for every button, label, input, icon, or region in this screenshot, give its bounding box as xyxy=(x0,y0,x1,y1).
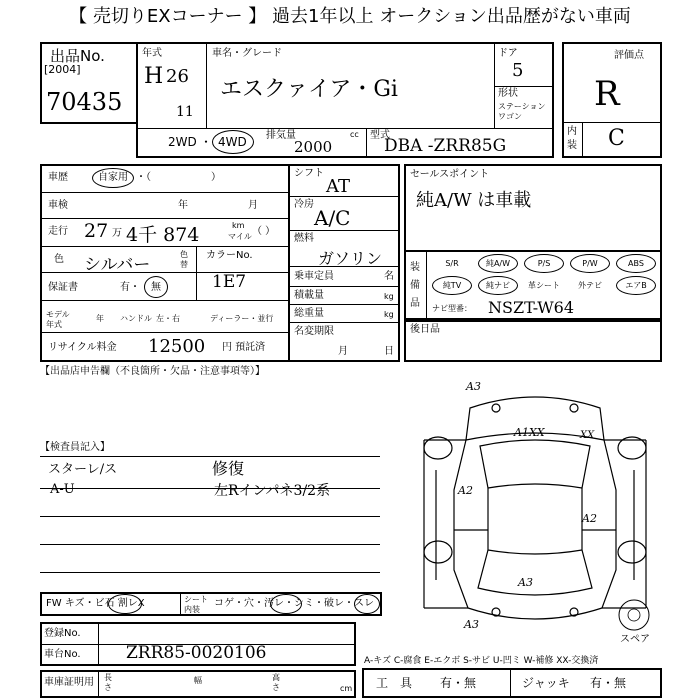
shape-label: 形状 xyxy=(498,88,518,99)
doors-label: ドア xyxy=(498,48,518,59)
inspector-heading: 【検査員記入】 xyxy=(40,442,110,453)
model-label: 型式 xyxy=(370,130,390,141)
dim-width: 幅 xyxy=(194,676,202,685)
mileage-unit-mile: マイル xyxy=(228,232,252,241)
rear-item-box xyxy=(404,320,662,362)
history-value: 自家用 xyxy=(98,172,128,183)
shaken-year: 年 xyxy=(178,200,188,211)
warranty-yes: 有・ xyxy=(120,282,140,293)
name-label: 車名・グレード xyxy=(212,48,282,59)
ac-value: A/C xyxy=(314,206,351,230)
shaken-label: 車検 xyxy=(48,200,68,211)
nav-label: ナビ型番： xyxy=(432,304,472,313)
dim-unit: cm xyxy=(340,684,353,693)
equipment-item: 外テビ xyxy=(578,281,602,290)
score-value: R xyxy=(594,74,620,114)
interior-label-2: 装 xyxy=(567,140,577,151)
equipment-item: 革シート xyxy=(528,281,560,290)
mark-front-a3: A3 xyxy=(466,380,481,393)
mark-hood-a1xx: A1XX xyxy=(514,426,545,439)
equip-label-1: 装 xyxy=(410,262,420,273)
equipment-item: 純ナビ xyxy=(478,276,518,295)
shape-value: ステーション ワゴン xyxy=(498,102,546,121)
notice-heading: 【出品店申告欄（不良箇所・欠品・注意事項等）】 xyxy=(40,366,265,377)
cert-label: 車庫証明用 xyxy=(44,677,94,688)
mileage-man: 27 xyxy=(84,220,109,242)
chassis-number: ZRR85-0020106 xyxy=(126,643,267,663)
capacity-label: 乗車定員 xyxy=(294,271,334,282)
jack-value: 有・無 xyxy=(590,676,627,690)
score-label: 評価点 xyxy=(614,50,644,61)
equipment-item: P/S xyxy=(524,254,564,273)
inspector-note-1: スターレ/ス xyxy=(48,462,118,477)
mileage-paren: （ ） xyxy=(252,226,276,237)
defects-stone-circle xyxy=(108,594,142,614)
nav-model: NSZT-W64 xyxy=(488,298,575,317)
fuel-value: ガソリン xyxy=(318,249,383,268)
year-label: 年式 xyxy=(142,48,162,59)
equipment-item: エアB xyxy=(616,276,656,295)
inspector-note-4: 左Rインパネ3/2系 xyxy=(214,483,331,499)
jack-label: ジャッキ xyxy=(522,676,570,690)
year-value: 26 xyxy=(166,66,189,87)
shift-label: シフト xyxy=(294,168,324,179)
drive-dot: ・ xyxy=(200,135,213,149)
fuel-label: 燃料 xyxy=(294,233,314,244)
mileage-rest: 4千 874 xyxy=(126,224,200,246)
history-label: 車歴 xyxy=(48,172,68,183)
mark-left-a2: A2 xyxy=(458,484,473,497)
defects-label: FW キズ・ビ石 割レX xyxy=(46,598,145,609)
lot-number: 70435 xyxy=(46,88,123,116)
regchange-label: 名変期限 xyxy=(294,326,334,337)
interior-score: C xyxy=(608,126,625,151)
mileage-unit-km: km xyxy=(232,221,245,230)
weight-label: 総重量 xyxy=(294,308,324,319)
color-label: 色 xyxy=(54,254,64,265)
doors-value: 5 xyxy=(512,60,524,81)
color-code-label: カラーNo. xyxy=(206,250,253,261)
seat-defects: コゲ・穴・汚レ・シミ・破レ・スレ xyxy=(214,598,374,609)
rear-item-label: 後日品 xyxy=(410,324,440,335)
tools-label: 工 具 xyxy=(376,676,413,690)
sales-point-label: セールスポイント xyxy=(410,169,490,180)
vehicle-name: エスクァイア・Gi xyxy=(220,77,398,102)
chassis-label: 車台No. xyxy=(44,649,81,660)
regchange-day: 日 xyxy=(384,346,394,357)
mark-rear-a3: A3 xyxy=(518,576,533,589)
lot-label: 出品No. xyxy=(50,47,105,65)
year-month: 11 xyxy=(176,104,194,120)
equipment-item: 純A/W xyxy=(478,254,518,273)
disp-unit: cc xyxy=(350,130,359,139)
load-label: 積載量 xyxy=(294,290,324,301)
mark-fender-xx: XX xyxy=(580,430,595,441)
year-era: H xyxy=(144,64,164,89)
seat-dirt-circle xyxy=(270,594,302,614)
weight-unit: kg xyxy=(384,310,394,319)
inspector-note-3: 修復 xyxy=(212,459,245,478)
spare-label: スペア xyxy=(620,634,650,645)
capacity-unit: 名 xyxy=(384,271,394,282)
equipment-item: ABS xyxy=(616,254,656,273)
mileage-label: 走行 xyxy=(48,226,68,237)
disp-label: 排気量 xyxy=(266,130,296,141)
equipment-item: 純TV xyxy=(432,276,472,295)
equipment-item: P/W xyxy=(570,254,610,273)
tools-value: 有・無 xyxy=(440,676,477,690)
ac-label: 冷房 xyxy=(294,199,314,210)
recycle-label: リサイクル料金 xyxy=(48,342,117,353)
drive-2wd: 2WD xyxy=(168,135,197,149)
inspector-note-2: A-U xyxy=(50,482,75,497)
color-change-label: 色替 xyxy=(180,250,188,269)
seat-wear-circle xyxy=(354,594,380,614)
defect-legend: A-キズ C-腐食 E-エクボ S-サビ U-凹ミ W-補修 XX-交換済 xyxy=(364,656,599,666)
shift-value: AT xyxy=(326,176,351,197)
interior-label-1: 内 xyxy=(567,126,577,137)
color-value: シルバー xyxy=(84,255,151,275)
mark-bumper-a3: A3 xyxy=(464,618,479,631)
recycle-amount: 12500 xyxy=(148,336,206,357)
model-year-year: 年 xyxy=(96,314,104,323)
drive-4wd: 4WD xyxy=(218,135,247,149)
color-code: 1E7 xyxy=(212,272,247,292)
handle-value: 左・右 xyxy=(156,314,180,323)
spare-tire-icon xyxy=(616,598,652,632)
equip-label-2: 備 xyxy=(410,280,420,291)
warranty-no: 無 xyxy=(151,282,161,293)
sales-point-text: 純A/W は車載 xyxy=(416,190,532,211)
dealer-label: ディーラー・並行 xyxy=(210,314,274,323)
load-unit: kg xyxy=(384,292,394,301)
mileage-man-unit: 万 xyxy=(112,228,122,239)
dim-height: 高さ xyxy=(272,673,280,692)
dim-length: 長さ xyxy=(104,673,112,692)
warranty-label: 保証書 xyxy=(48,282,78,293)
equipment-item: S/R xyxy=(445,259,459,268)
model-code: DBA -ZRR85G xyxy=(384,136,507,156)
page-title: 【 売切りEXコーナー 】 過去1年以上 オークション出品歴がない車両 xyxy=(69,6,631,27)
shaken-month: 月 xyxy=(248,200,258,211)
mark-right-a2: A2 xyxy=(582,512,597,525)
model-year-label: モデル年式 xyxy=(46,310,70,329)
seat-label: シート内装 xyxy=(184,595,208,614)
lot-year-tag: [2004] xyxy=(44,63,81,76)
equip-label-3: 品 xyxy=(410,298,420,309)
history-rest: ・（ ） xyxy=(136,172,221,183)
reg-label: 登録No. xyxy=(44,628,81,639)
regchange-month: 月 xyxy=(338,346,348,357)
handle-label: ハンドル xyxy=(120,314,152,323)
displacement: 2000 xyxy=(294,138,333,156)
recycle-unit: 円 預託済 xyxy=(222,342,266,353)
